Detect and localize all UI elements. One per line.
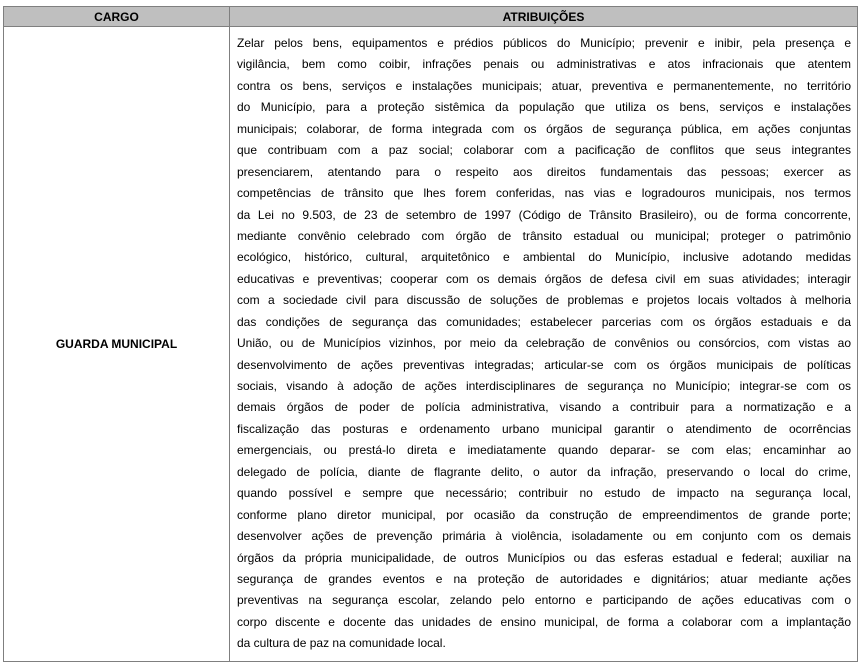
atribuicoes-text-line: da Lei no 9.503, de 23 de setembro de 1997 (Código de Trânsito Brasileiro), ou de forma concorrente, (237, 207, 851, 222)
atribuicoes-text-line: União, ou de Municípios vizinhos, por meio da celebração de convênios ou consórcios, com vistas ao (237, 336, 851, 351)
atribuicoes-text-line: emergenciais, ou prestá-lo direta e imediatamente quando deparar- se com elas; encaminhar ao (237, 443, 851, 458)
cargo-atribuicoes-table (3, 6, 858, 662)
atribuicoes-text-line: ecológico, histórico, cultural, arquitetônico e ambiental do Município, inclusive adotando medidas (237, 250, 851, 265)
atribuicoes-text-line: das condições de segurança das comunidades; estabelecer parcerias com os órgãos estaduais e da (237, 314, 851, 329)
atribuicoes-text-line: competências de trânsito que lhes forem conferidas, nas vias e logradouros municipais, nos termos (237, 186, 851, 201)
atribuicoes-text-line: demais órgãos de poder de polícia administrativa, visando a contribuir para a normatização e a (237, 400, 851, 415)
atribuicoes-text-line: que contribuam com a paz social; colaborar com a pacificação de conflitos que seus integrantes (237, 143, 851, 158)
atribuicoes-text-line: desenvolvimento de ações preventivas integradas; articular-se com os órgãos municipais de políticas (237, 357, 851, 372)
atribuicoes-text-line: sociais, visando à adoção de ações interdisciplinares de segurança no Município; integrar-se com os (237, 379, 851, 393)
atribuicoes-text-line: da cultura de paz na comunidade local. (237, 636, 446, 651)
atribuicoes-text-line: mediante convênio celebrado com órgão de trânsito estadual ou municipal; proteger o patrimônio (237, 228, 851, 243)
header-cargo: CARGO (4, 7, 230, 27)
atribuicoes-text-line: conforme plano diretor municipal, por ocasião da construção de empreendimentos de grande porte; (237, 507, 851, 522)
header-row (4, 7, 858, 27)
atribuicoes-text-line: fiscalização das posturas e ordenamento urbano municipal garantir o atendimento de ocorrências (237, 421, 851, 436)
atribuicoes-text-line: preventivas na segurança escolar, zelando pelo entorno e participando de ações educativas com o (237, 593, 851, 608)
atribuicoes-text-line: educativas e preventivas; cooperar com os demais órgãos de defesa civil em suas atividades; interagir (237, 271, 851, 286)
atribuicoes-text-line: desenvolver ações de prevenção primária à violência, isoladamente ou em conjunto com os demais (237, 529, 851, 544)
header-atribuicoes: ATRIBUIÇÕES (230, 7, 858, 27)
cargo-cell: GUARDA MUNICIPAL (4, 27, 230, 662)
atribuicoes-text-line: órgãos da própria municipalidade, de outros Municípios ou das esferas estadual e federal; auxiliar na (237, 550, 851, 565)
atribuicoes-text-line: presenciarem, atentando para o respeito aos direitos fundamentais das pessoas; exercer as (237, 164, 851, 179)
atribuicoes-cell (230, 27, 858, 662)
atribuicoes-text-line: do Município, para a proteção sistêmica da população que utiliza os bens, serviços e instalações (237, 100, 851, 115)
atribuicoes-text-line: segurança de grandes eventos e na proteção de autoridades e dignitários; atuar mediante ações (237, 571, 851, 586)
atribuicoes-text-line: contra os bens, serviços e instalações municipais; atuar, preventiva e permanentemente, no território (237, 78, 851, 93)
atribuicoes-text-line: quando possível e sempre que necessário; contribuir no estudo de impacto na segurança local, (237, 486, 851, 501)
atribuicoes-text-line: delegado de polícia, diante de flagrante delito, o autor da infração, preservando o local do crime, (237, 464, 851, 479)
atribuicoes-text-line: Zelar pelos bens, equipamentos e prédios públicos do Município; prevenir e inibir, pela presença e (237, 36, 851, 50)
atribuicoes-text-line: com a sociedade civil para discussão de soluções de problemas e projetos locais voltados à melhoria (237, 293, 851, 308)
atribuicoes-text-line: corpo discente e docente das unidades de ensino municipal, de forma a colaborar com a implantação (237, 614, 851, 629)
table-row (4, 27, 858, 662)
atribuicoes-text-line: vigilância, bem como coibir, infrações penais ou administrativas e atos infracionais que atentem (237, 57, 851, 72)
atribuicoes-text-line: municipais; colaborar, de forma integrada com os órgãos de segurança pública, em ações conjuntas (237, 121, 851, 136)
